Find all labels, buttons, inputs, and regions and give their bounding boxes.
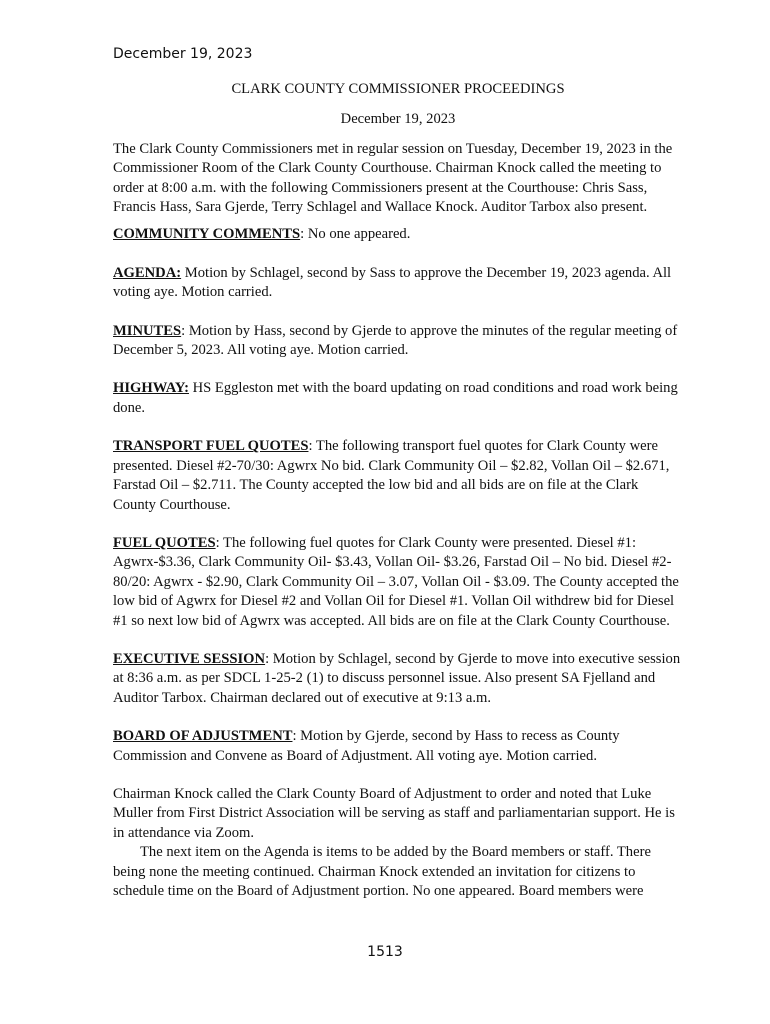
heading-separator: : (292, 728, 297, 745)
section-highway (113, 379, 683, 418)
section-heading: COMMUNITY COMMENTS (113, 226, 301, 243)
section-board-of-adjustment (113, 727, 683, 766)
section-text: No one appeared. (304, 226, 411, 243)
continued-paragraph: The next item on the Agenda is items to be added by the Board members or staff. There being none the meeting continued. Chairman Knock extended an invitation for citizens to schedule time on the Board of Adjustment portion. No one appeared. Board members were (113, 844, 651, 899)
intro-paragraph: The Clark County Commissioners met in regular session on Tuesday, December 19, 2023 in the Commissioner Room of the Clark County Courthouse. Chairman Knock called the meeting to order at 8:00 a.m. with the following Commissioners present at the Courthouse: Chris Sass, Francis Hass, Sara Gjerde, Terry Schlagel and Wallace Knock. Auditor Tarbox also present. (113, 140, 673, 216)
section-heading: EXECUTIVE SESSION (113, 650, 266, 667)
heading-separator: : (308, 438, 313, 455)
section-heading: HIGHWAY: (113, 380, 189, 397)
section-text: HS Eggleston met with the board updating on road conditions and road work being done. (113, 380, 678, 416)
section-heading: AGENDA: (113, 264, 182, 281)
section-heading: MINUTES (113, 322, 182, 339)
section-text: The following transport fuel quotes for Clark County were presented. Diesel #2-70/30: Agwrx No bid. Clark Community Oil – $2.82, Vollan Oil – $2.671, Farstad Oil – $2.711. The County accepted the low bid and all bids are on file at the Clark County Courthouse. (113, 438, 670, 513)
section-community-comments (113, 225, 683, 244)
section-heading: FUEL QUOTES (113, 534, 216, 551)
heading-separator: : (300, 226, 305, 243)
section-executive-session (113, 650, 683, 708)
section-text: The following fuel quotes for Clark County were presented. Diesel #1: Agwrx-$3.36, Clark Community Oil- $3.43, Vollan Oil- $3.26, Farstad Oil – No bid. Diesel #2-80/20: Agwrx - $2.90, Clark Community Oil – 3.07, Vollan Oil - $3.09. The County accepted the low bid of Agwrx for Diesel #2 and Vollan Oil for Diesel #1. Vollan Oil withdrew bid for Diesel #1 so next low bid of Agwrx was accepted. All bids are on file at the Clark County Courthouse. (113, 534, 679, 629)
closing-paragraph: Chairman Knock called the Clark County Board of Adjustment to order and noted that Luke Muller from First District Association will be serving as staff and parliamentarian support. He is in attendance via Zoom. (113, 785, 675, 841)
document-title: CLARK COUNTY COMMISSIONER PROCEEDINGS (231, 81, 565, 97)
section-text: Motion by Hass, second by Gjerde to approve the minutes of the regular meeting of December 5, 2023. All voting aye. Motion carried. (113, 322, 678, 359)
document-date: December 19, 2023 (340, 111, 456, 128)
section-text: Motion by Schlagel, second by Gjerde to move into executive session at 8:36 a.m. as per SDCL 1-25-2 (1) to discuss personnel issue. Also present SA Fjelland and Auditor Tarbox. Chairman declared out of executive at 9:13 a.m. (113, 650, 681, 706)
heading-separator: : (265, 650, 270, 667)
document-body (113, 80, 683, 901)
section-fuel-quotes (113, 534, 683, 631)
heading-separator: : (215, 534, 220, 551)
section-heading: TRANSPORT FUEL QUOTES (113, 438, 309, 455)
section-agenda (113, 264, 683, 303)
section-text: Motion by Gjerde, second by Hass to recess as County Commission and Convene as Board of Adjustment. All voting aye. Motion carried. (113, 728, 620, 764)
page-date: December 19, 2023 (113, 46, 253, 62)
heading-separator: : (181, 322, 186, 339)
section-minutes (113, 322, 683, 361)
section-heading: BOARD OF ADJUSTMENT (113, 728, 293, 745)
section-text: Motion by Schlagel, second by Sass to approve the December 19, 2023 agenda. All voting aye. Motion carried. (113, 264, 672, 301)
section-transport-fuel-quotes (113, 437, 683, 515)
page-number: 1513 (367, 944, 403, 960)
